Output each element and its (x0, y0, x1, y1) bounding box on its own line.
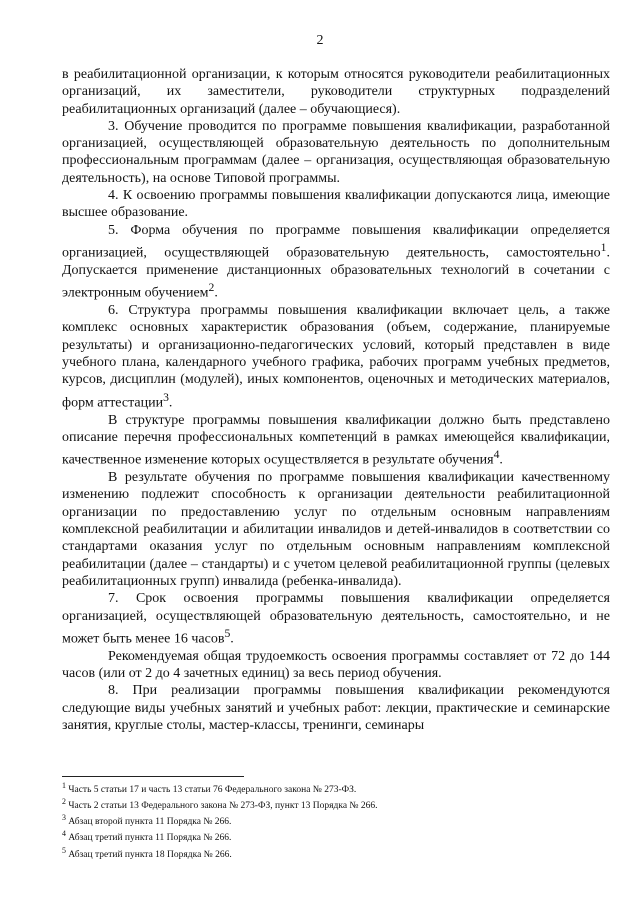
page-number: 2 (316, 33, 324, 48)
footnote-4: $^4$ Абзац третий пункта 11 Порядка № 266. (62, 829, 232, 844)
footnote-ref-2: 2 (208, 281, 215, 295)
footnote-5: $^5$ Абзац третий пункта 18 Порядка № 266. (62, 845, 232, 860)
paragraph-1: в реабилитационной организации, к которым относятся руководители реабилитационных организаций, их заместители, руководители структурных подразделений реабилитационных организаций (далее – обучающиеся). (62, 67, 610, 117)
footnote-2: $^2$ Часть 2 статьи 13 Федерального закона № 273-ФЗ, пункт 13 Порядка № 266. (62, 797, 378, 812)
body-text (62, 66, 610, 734)
footnote-separator (62, 776, 244, 777)
paragraph-item-8: 8. При реализации программы повышения квалификации рекомендуются следующие виды учебных занятий и учебных работ: лекции, практические и семинарские занятия, круглые столы, мастер-классы, тренинги, семинары (62, 683, 610, 733)
paragraph-item-3: 3. Обучение проводится по программе повышения квалификации, разработанной организацией, осуществляющей образовательную деятельность по дополнительным профессиональным программам (далее – организация, осуществляющая образовательную деятельность), на основе Типовой программы. (62, 118, 610, 186)
paragraph-results: В результате обучения по программе повышения квалификации качественному изменению подлежит способность к организации деятельности реабилитационной организации по предоставлению услуг по отдельным основным направлениям комплексной реабилитации и абилитации инвалидов и детей-инвалидов в соответствии со стандартами оказания услуг по отдельным основным направлениям комплексной реабилитации (далее – стандарты) и с учетом целевой реабилитационной группы (целевых реабилитационных групп) инвалида (ребенка-инвалида). (62, 470, 610, 589)
footnote-ref-4: 4 (493, 448, 500, 462)
footnote-ref-3: 3 (163, 390, 169, 404)
paragraph-item-7: 7. Срок освоения программы повышения квалификации определяется организацией, осуществляющей образовательную деятельность, самостоятельно, и не может быть менее 16 часов$^5$. (62, 591, 610, 647)
footnote-1: $^1$ Часть 5 статьи 17 и часть 13 статьи 76 Федерального закона № 273-ФЗ. (62, 781, 357, 796)
paragraph-item-5: 5. Форма обучения по программе повышения квалификации определяется организацией, осуществляющей образовательную деятельность, самостоятельно$^1$. Допускается применение дистанционных образовательных технологий в сочетании с электронным обучением$^2$. (62, 222, 610, 301)
footnotes (62, 780, 610, 861)
footnote-3: $^3$ Абзац второй пункта 11 Порядка № 266. (62, 813, 232, 828)
paragraph-competencies: В структуре программы повышения квалификации должно быть представлено описание перечня профессиональных компетенций в рамках имеющейся квалификации, качественное изменение которых осуществляется в результате обучения$^4$. (62, 412, 610, 468)
paragraph-workload: Рекомендуемая общая трудоемкость освоения программы составляет от 72 до 144 часов (или от 2 до 4 зачетных единиц) за весь период обучения. (62, 648, 610, 682)
footnote-ref-1: 1 (600, 240, 607, 254)
paragraph-item-6: 6. Структура программы повышения квалификации включает цель, а также комплекс основных характеристик образования (объем, содержание, планируемые результаты) и организационно-педагогических условий, который представлен в виде учебного плана, календарного учебного графика, рабочих программ учебных предметов, курсов, дисциплин (модулей), иных компонентов, оценочных и методических материалов, форм аттестации$^3$. (62, 303, 610, 411)
footnote-ref-5: 5 (224, 626, 231, 640)
paragraph-item-4: 4. К освоению программы повышения квалификации допускаются лица, имеющие высшее образование. (62, 188, 610, 221)
